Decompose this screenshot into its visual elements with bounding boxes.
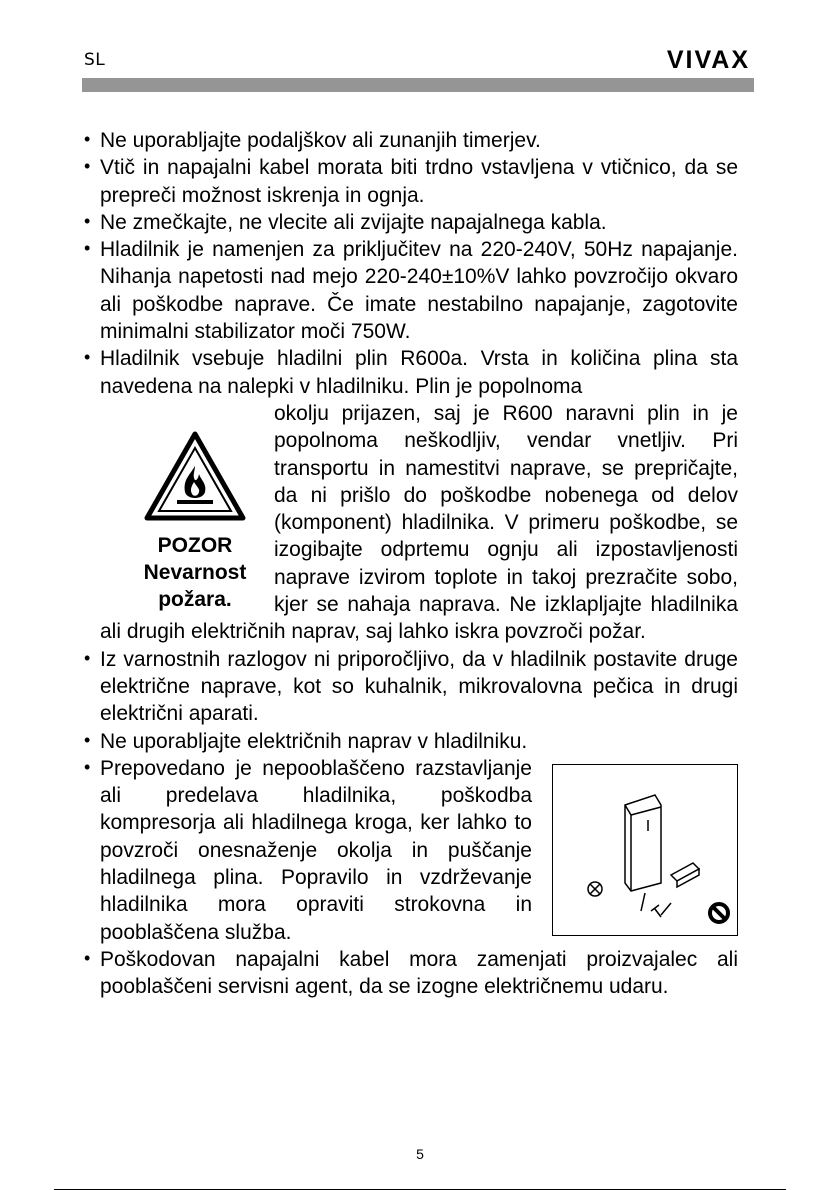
list-item (84, 154, 738, 209)
bullet: • (84, 347, 91, 368)
list-item-text: Vtič in napajalni kabel morata biti trdno vstavljena v vtičnico, da se prepreči možnost iskrenja in ognja. (100, 156, 738, 207)
list-item-text: Prepovedano je nepooblaščeno razstavljanje ali predelava hladilnika, poškodba kompresorja ali hladilnega kroga, ker lahko to povzroči onesnaženje okolja in puščanje hladilnega plina. Popravilo in vzdrževanje hladilnika mora opraviti strokovna in pooblaščena služba. (100, 756, 532, 944)
list-item (84, 236, 738, 345)
list-item (84, 646, 738, 728)
list-item-text: Iz varnostnih razlogov ni priporočljivo, da v hladilnik postavite druge električne naprave, kot so kuhalnik, mikrovalovna pečica in drugi električni aparati. (100, 647, 738, 726)
bullet: • (84, 729, 91, 750)
list-item-disassembly (84, 755, 738, 946)
warning-line: požara. (158, 587, 232, 611)
header-brand-logo: VIVAX (666, 46, 750, 74)
bullet: • (84, 156, 91, 177)
warning-caption (144, 532, 247, 613)
page-content (84, 127, 738, 1001)
bullet: • (84, 210, 91, 231)
page-number: 5 (416, 1146, 424, 1162)
bullet: • (84, 756, 91, 777)
list-item-gas-warning (84, 345, 738, 645)
list-item (84, 209, 738, 236)
list-item-text: Poškodovan napajalni kabel mora zamenjati proizvajalec ali pooblaščeni servisni agent, da se izogne električnemu udaru. (100, 947, 738, 999)
list-item-text: Ne uporabljajte električnih naprav v hladilniku. (100, 729, 528, 753)
bullet: • (84, 129, 91, 149)
header-bar (82, 78, 754, 92)
no-disassembly-figure (552, 764, 738, 936)
flammable-warning-icon (143, 430, 247, 522)
warning-title: POZOR (157, 533, 233, 557)
fire-warning-figure (116, 400, 274, 617)
list-item-text-continued: okolju prijazen, saj je R600 naravni plin in je popolnoma neškodljiv, vendar vnetljiv. Pri transportu in namestitvi naprave, se prepričajte, da ni prišlo do poškodbe nobenega od delov (komponent) hladilnika. V primeru poškodbe, se izogibajte odprtemu ognju ali izpostavljenosti naprave izvirom toplote in takoj prezračite sobo, kjer se nahaja naprava. Ne izklapljajte hladilnika ali drugih električnih naprav, saj lahko iskra povzroči požar. (100, 401, 738, 644)
list-item-text: Ne uporabljajte podaljškov ali zunanjih timerjev. (100, 129, 541, 152)
list-item (84, 127, 738, 154)
list-item (84, 728, 738, 755)
list-item-text: Hladilnik vsebuje hladilni plin R600a. Vrsta in količina plina sta navedena na nalepki v hladilniku. Plin je popolnoma (100, 347, 738, 398)
list-item (84, 946, 738, 1001)
bullet: • (84, 647, 91, 668)
header-language: SL (84, 50, 106, 70)
list-item-text: Ne zmečkajte, ne vlecite ali zvijajte napajalnega kabla. (100, 210, 607, 234)
bullet: • (84, 947, 91, 968)
list-item-text: Hladilnik je namenjen za priključitev na 220-240V, 50Hz napajanje. Nihanja napetosti nad mejo 220-240±10%V lahko povzročijo okvaro ali poškodbe naprave. Če imate nestabilno napajanje, zagotovite minimalni stabilizator moči 750W. (100, 238, 738, 344)
warning-line: Nevarnost (143, 560, 247, 584)
no-disassembly-icon (553, 765, 737, 935)
bullet: • (84, 238, 91, 259)
